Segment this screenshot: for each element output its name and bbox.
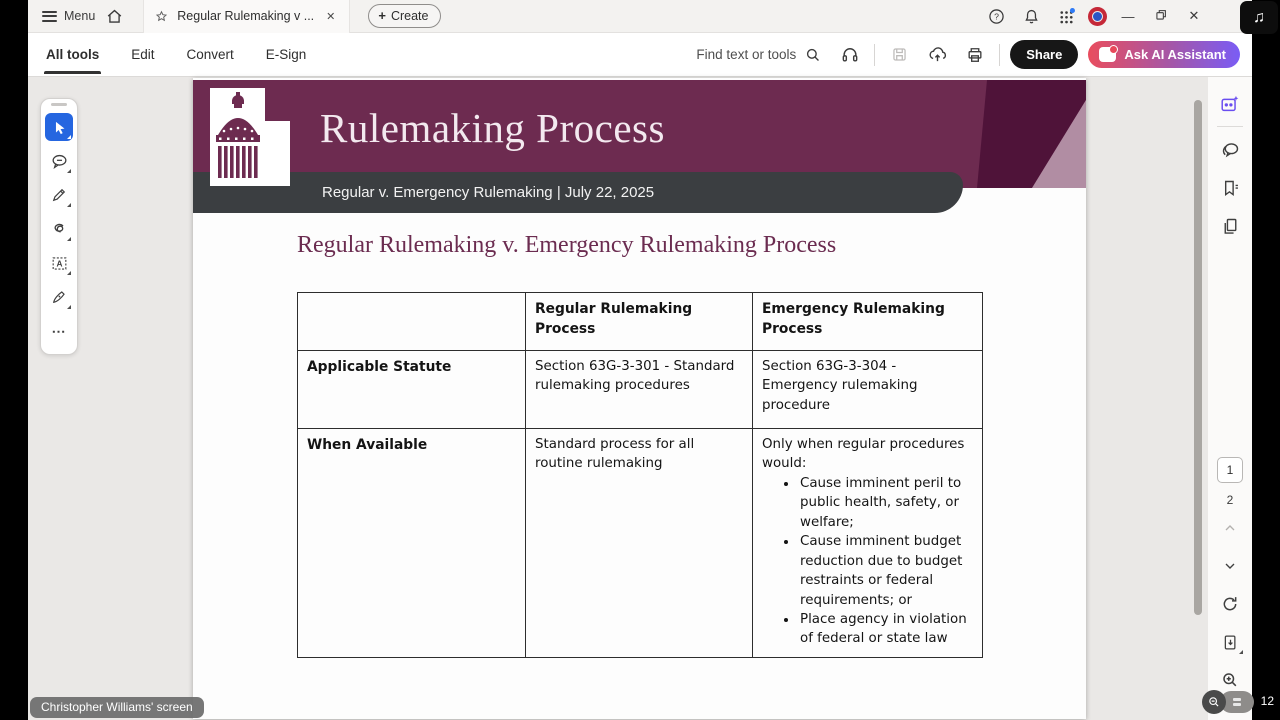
banner-subtitle-bar [193,172,963,213]
ai-chat-icon [1099,47,1116,62]
text-select-tool[interactable] [45,249,73,277]
pages-panel-button[interactable] [1215,211,1245,241]
select-tool[interactable] [45,113,73,141]
bottom-right-controls [1202,690,1254,714]
document-page [193,78,1086,719]
highlight-pencil-tool[interactable] [45,181,73,209]
restore-icon [1154,8,1168,22]
tab-title: Regular Rulemaking v ... [177,9,315,23]
share-button[interactable]: Share [1010,40,1078,69]
svg-text:?: ? [993,11,999,22]
table-header-emergency: Emergency Rulemaking Process [753,293,983,351]
rotate-refresh-button[interactable] [1215,589,1245,619]
ai-label: Ask AI Assistant [1124,47,1226,62]
bell-icon [1022,7,1041,26]
panel-divider [1217,126,1243,127]
bookmark-icon [1220,178,1241,199]
comment-tool[interactable] [45,147,73,175]
document-banner [193,80,1086,201]
submenu-corner [67,271,71,275]
submenu-corner [1239,650,1243,654]
bullet-item: • Place agency in violation of federal or state law [798,610,973,649]
save-button[interactable] [885,41,913,69]
ai-panel-icon [1219,93,1241,115]
tab-close-icon[interactable]: ✕ [326,10,336,23]
find-button[interactable] [696,46,826,64]
tool-palette [40,98,78,355]
right-panel [1208,77,1252,720]
close-window-button[interactable]: ✕ [1188,8,1200,23]
comments-panel-button[interactable] [1215,135,1245,165]
music-widget[interactable]: ♫ [1240,1,1278,34]
table-header-regular: Regular Rulemaking Process [526,293,753,351]
toolbar-divider [999,44,1000,66]
chevron-down-icon [1222,558,1238,574]
headphones-icon [840,45,860,65]
home-button[interactable] [101,3,127,29]
pen-nib-icon [50,288,68,306]
row-label: Applicable Statute [298,351,526,429]
document-tab[interactable] [143,0,350,33]
comment-icon [50,152,69,171]
text-select-icon [50,254,69,273]
apps-grid-icon [1057,7,1076,26]
titlebar-right [983,3,1252,29]
page-up-button[interactable] [1215,513,1245,543]
lasso-icon [50,220,69,239]
export-pdf-button[interactable] [1215,627,1245,657]
table-cell [753,429,983,658]
submenu-corner [67,169,71,173]
banner-title: Rulemaking Process [320,105,665,151]
avatar-inner [1092,11,1103,22]
toolbar-right [696,40,1252,69]
pencil-icon [50,186,68,204]
titlebar [28,0,1252,33]
profile-avatar[interactable] [1088,7,1107,26]
export-doc-icon [1221,633,1240,652]
toolbar [28,33,1252,77]
tab-edit[interactable]: Edit [131,47,155,62]
toolbar-divider [874,44,875,66]
cursor-icon [51,119,68,136]
submenu-corner [67,237,71,241]
submenu-corner [67,135,71,139]
refresh-icon [1220,594,1240,614]
help-icon [987,7,1006,26]
create-label: Create [390,8,429,23]
table-row [298,429,983,658]
help-button[interactable] [983,3,1009,29]
comments-panel-icon [1220,140,1241,161]
cloud-upload-icon [927,44,948,65]
titlebar-left [28,0,441,33]
bullet-item: • Cause imminent budget reduction due to budget restraints or federal requirements; or [798,532,973,610]
bullet-list [762,474,973,649]
pages-icon [1220,216,1241,237]
ask-ai-assistant-button[interactable] [1088,41,1240,68]
toolbar-tabs [28,35,308,74]
zoom-in-icon [1220,670,1240,690]
current-page-box[interactable]: 1 [1217,457,1243,483]
submenu-corner [67,305,71,309]
banner-subtitle: Regular v. Emergency Rulemaking | July 22, 2025 [322,184,655,201]
table-cell: Section 63G-3-304 - Emergency rulemaking procedure [753,351,983,429]
printer-icon [965,45,985,65]
submenu-corner [67,203,71,207]
print-button[interactable] [961,41,989,69]
screen-share-label: Christopher Williams' screen [30,697,204,718]
table-header-row [298,293,983,351]
apps-grid-button[interactable] [1053,3,1079,29]
table-cell: Section 63G-3-301 - Standard rulemaking procedures [526,351,753,429]
section-title: Regular Rulemaking v. Emergency Rulemaking Process [297,232,837,258]
zoom-out-icon [1207,695,1221,709]
tab-esign[interactable]: E-Sign [265,47,307,62]
row-label: When Available [298,429,526,658]
home-icon [105,7,124,26]
app-window [28,0,1252,720]
read-aloud-button[interactable] [836,41,864,69]
more-tools-button[interactable]: ⋯ [51,322,67,339]
draw-lasso-tool[interactable] [45,215,73,243]
menu-label: Menu [64,9,96,23]
zoom-out-button[interactable] [1202,690,1226,714]
palette-drag-handle[interactable] [51,103,67,106]
comparison-table [297,292,983,658]
table-header-blank [298,293,526,351]
find-label: Find text or tools [696,47,797,62]
vertical-scrollbar[interactable] [1194,100,1202,615]
notifications-button[interactable] [1018,3,1044,29]
overlay-count-badge: 12 [1260,694,1274,708]
mini-pill-glyphs [1233,698,1241,706]
tab-convert[interactable]: Convert [186,47,234,62]
bookmarks-panel-button[interactable] [1215,173,1245,203]
star-icon [154,9,169,24]
document-body [193,232,1086,658]
restore-button[interactable] [1149,8,1173,25]
create-button[interactable] [368,4,440,28]
hamburger-icon [42,11,57,22]
fill-sign-tool[interactable] [45,283,73,311]
cell-intro: Only when regular procedures would: [762,437,965,472]
next-page-number[interactable]: 2 [1226,493,1234,507]
upload-cloud-button[interactable] [923,41,951,69]
page-down-button[interactable] [1215,551,1245,581]
plus-icon: + [378,8,386,23]
capitol-logo [210,88,290,186]
tab-all-tools[interactable]: All tools [44,35,101,74]
minimize-button[interactable]: — [1121,8,1135,24]
chevron-up-icon [1222,520,1238,536]
save-icon [890,45,909,64]
content-area [28,77,1252,720]
menu-button[interactable] [42,9,95,23]
table-row [298,351,983,429]
search-icon [804,46,822,64]
ai-assistant-panel-button[interactable] [1215,89,1245,119]
bullet-item: • Cause imminent peril to public health, safety, or welfare; [798,474,973,532]
svg-text:A: A [56,258,62,269]
table-cell: Standard process for all routine rulemaking [526,429,753,658]
page-nav [1217,457,1243,509]
